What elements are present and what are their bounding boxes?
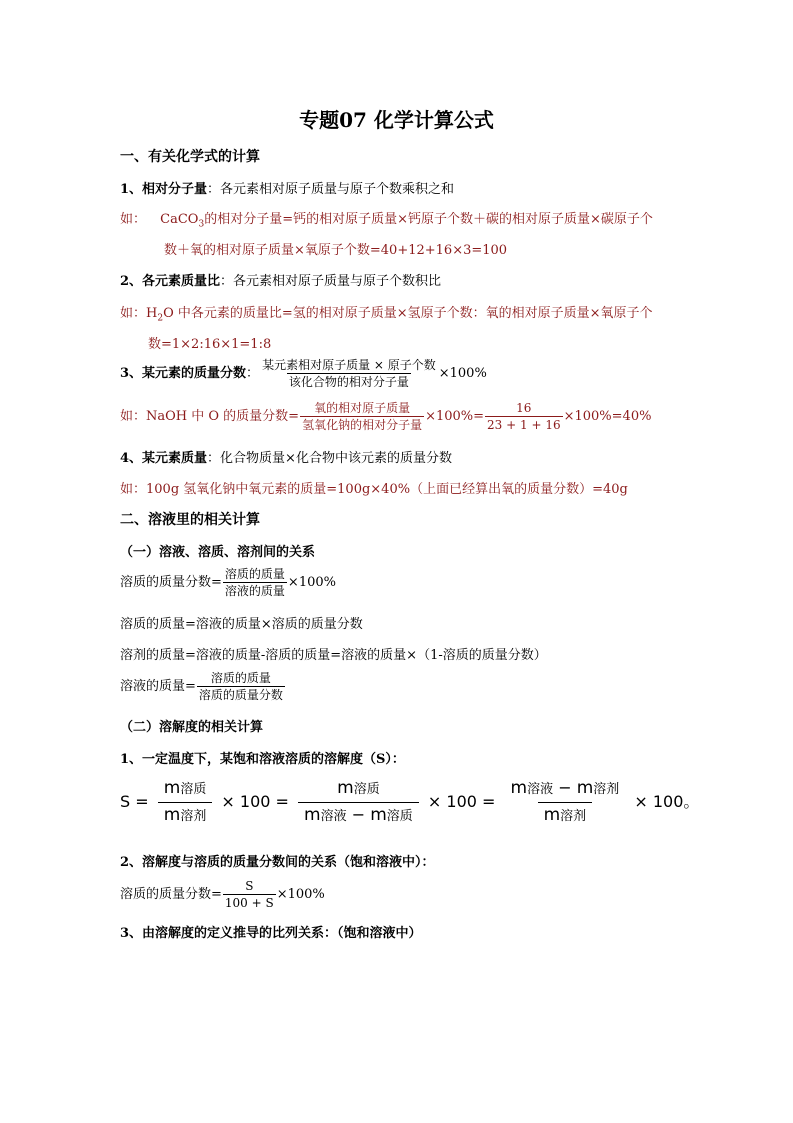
fraction xyxy=(300,400,424,433)
m: m xyxy=(163,778,181,798)
formula-caco: CaCO xyxy=(160,212,199,227)
fraction-tail: ×100% xyxy=(438,366,487,381)
fraction-tail: ×100% xyxy=(276,887,325,902)
equals: = xyxy=(482,792,496,811)
item-element-mass xyxy=(120,447,452,466)
formula-solution-mass xyxy=(120,670,286,703)
example-prefix: 如：H xyxy=(120,306,158,321)
section-heading-solution: 二、溶液里的相关计算 xyxy=(120,512,260,528)
fraction-denominator: 该化合物的相对分子量 xyxy=(288,375,409,389)
example-caco3-line2: 数＋氧的相对原子质量×氧原子个数=40+12+16×3=100 xyxy=(164,243,508,258)
fraction-denominator: 溶质的质量分数 xyxy=(198,688,283,702)
formula-subscript: 2 xyxy=(157,313,164,324)
subscript-solvent: 溶剂 xyxy=(560,809,587,824)
subscript-solute: 溶质 xyxy=(386,809,413,824)
formula-saturated-mass-fraction xyxy=(120,878,325,911)
example-caco3-line1 xyxy=(120,208,653,230)
fraction-denominator: 100 + S xyxy=(224,896,274,910)
formula-solvent-mass: 溶剂的质量=溶液的质量-溶质的质量=溶液的质量×（1-溶质的质量分数） xyxy=(120,648,547,663)
fraction-mid: ×100%= xyxy=(425,409,485,424)
minus: − xyxy=(351,805,366,824)
fraction-denominator: 溶液的质量 xyxy=(224,584,285,598)
minus: − xyxy=(558,778,572,797)
fraction xyxy=(197,670,285,703)
item-colon: ： xyxy=(246,366,260,381)
fraction xyxy=(223,878,276,911)
page-title: 专题07 化学计算公式 xyxy=(299,108,494,132)
formula-lhs: 溶液的质量= xyxy=(120,679,196,694)
item-text: ：各元素相对原子质量与原子个数积比 xyxy=(220,274,442,289)
solubility-proportion-heading: 3、由溶解度的定义推导的比列关系：（饱和溶液中） xyxy=(120,926,422,941)
m: m xyxy=(337,778,354,798)
formula-subscript: 3 xyxy=(198,219,205,230)
formula-solute-mass-fraction xyxy=(120,566,336,599)
example-prefix: 如： xyxy=(120,212,147,227)
solubility-definition-heading: 1、一定温度下，某饱和溶液溶质的溶解度（S）： xyxy=(120,752,405,767)
subsection-heading-relationships: （一）溶液、溶质、溶剂间的关系 xyxy=(120,545,316,560)
subscript-solute: 溶质 xyxy=(353,782,380,797)
fraction xyxy=(158,776,213,829)
example-naoh-oxygen-mass: 如：100g 氢氧化钠中氧元素的质量=100g×40%（上面已经算出氧的质量分数）=40g xyxy=(120,482,628,497)
example-prefix: 如：NaOH 中 O 的质量分数= xyxy=(120,409,300,424)
item-label: 2、各元素质量比 xyxy=(120,274,221,289)
fraction xyxy=(485,400,563,433)
solubility-fraction-relation-heading: 2、溶解度与溶质的质量分数间的关系（饱和溶液中）： xyxy=(120,855,435,870)
item-label: 1、相对分子量 xyxy=(120,182,208,197)
fraction xyxy=(223,566,287,599)
example-h2o-line2: 数=1×2:16×1=1:8 xyxy=(148,337,272,352)
fraction-numerator: 溶质的质量 xyxy=(210,671,271,685)
m: m xyxy=(304,805,321,825)
equals: = xyxy=(135,792,149,811)
solubility-formula xyxy=(120,776,699,829)
item-element-mass-ratio xyxy=(120,270,441,289)
example-naoh-mass-fraction xyxy=(120,400,651,433)
fraction xyxy=(505,776,626,829)
fraction-denominator: 氢氧化钠的相对分子量 xyxy=(302,418,423,432)
m: m xyxy=(576,778,594,798)
times-100: × 100 xyxy=(427,792,477,811)
equals: = xyxy=(275,792,289,811)
m: m xyxy=(163,805,181,825)
item-element-mass-fraction xyxy=(120,357,487,390)
subscript-solution: 溶液 xyxy=(320,809,347,824)
fraction xyxy=(298,776,419,829)
example-h2o-line1 xyxy=(120,302,653,324)
m: m xyxy=(370,805,387,825)
item-text: ：各元素相对原子质量与原子个数乘积之和 xyxy=(207,182,455,197)
example-text: 的相对分子量=钙的相对原子质量×钙原子个数＋碳的相对原子质量×碳原子个 xyxy=(204,212,653,227)
item-label: 4、某元素质量 xyxy=(120,451,208,466)
m: m xyxy=(510,778,528,798)
times-100: × 100 xyxy=(221,792,271,811)
fraction-numerator: 溶质的质量 xyxy=(224,567,285,581)
fraction-denominator: 23 + 1 + 16 xyxy=(487,418,561,432)
fraction-tail: ×100%=40% xyxy=(563,409,652,424)
example-text: O 中各元素的质量比=氢的相对原子质量×氢原子个数：氧的相对原子质量×氧原子个 xyxy=(163,306,653,321)
formula-lhs: 溶质的质量分数= xyxy=(120,575,222,590)
subscript-solute: 溶质 xyxy=(180,782,207,797)
times-100-end: × 100。 xyxy=(634,792,700,811)
subscript-solvent: 溶剂 xyxy=(180,809,207,824)
formula-lhs: 溶质的质量分数= xyxy=(120,887,222,902)
subscript-solvent: 溶剂 xyxy=(593,782,620,797)
fraction xyxy=(260,357,438,390)
subscript-solution: 溶液 xyxy=(527,782,554,797)
fraction-numerator: 某元素相对原子质量 × 原子个数 xyxy=(262,358,436,372)
fraction-numerator: 16 xyxy=(516,401,532,415)
fraction-tail: ×100% xyxy=(287,575,336,590)
item-relative-molecular-mass xyxy=(120,178,454,197)
subsection-heading-solubility: （二）溶解度的相关计算 xyxy=(120,720,264,735)
fraction-numerator: S xyxy=(245,879,254,893)
symbol-s: S xyxy=(120,792,131,811)
m: m xyxy=(543,805,561,825)
item-text: ：化合物质量×化合物中该元素的质量分数 xyxy=(207,451,452,466)
section-heading-chemical-formula: 一、有关化学式的计算 xyxy=(120,149,260,165)
fraction-numerator: 氧的相对原子质量 xyxy=(314,401,411,415)
item-label: 3、某元素的质量分数 xyxy=(120,366,247,381)
formula-solute-mass: 溶质的质量=溶液的质量×溶质的质量分数 xyxy=(120,617,363,632)
